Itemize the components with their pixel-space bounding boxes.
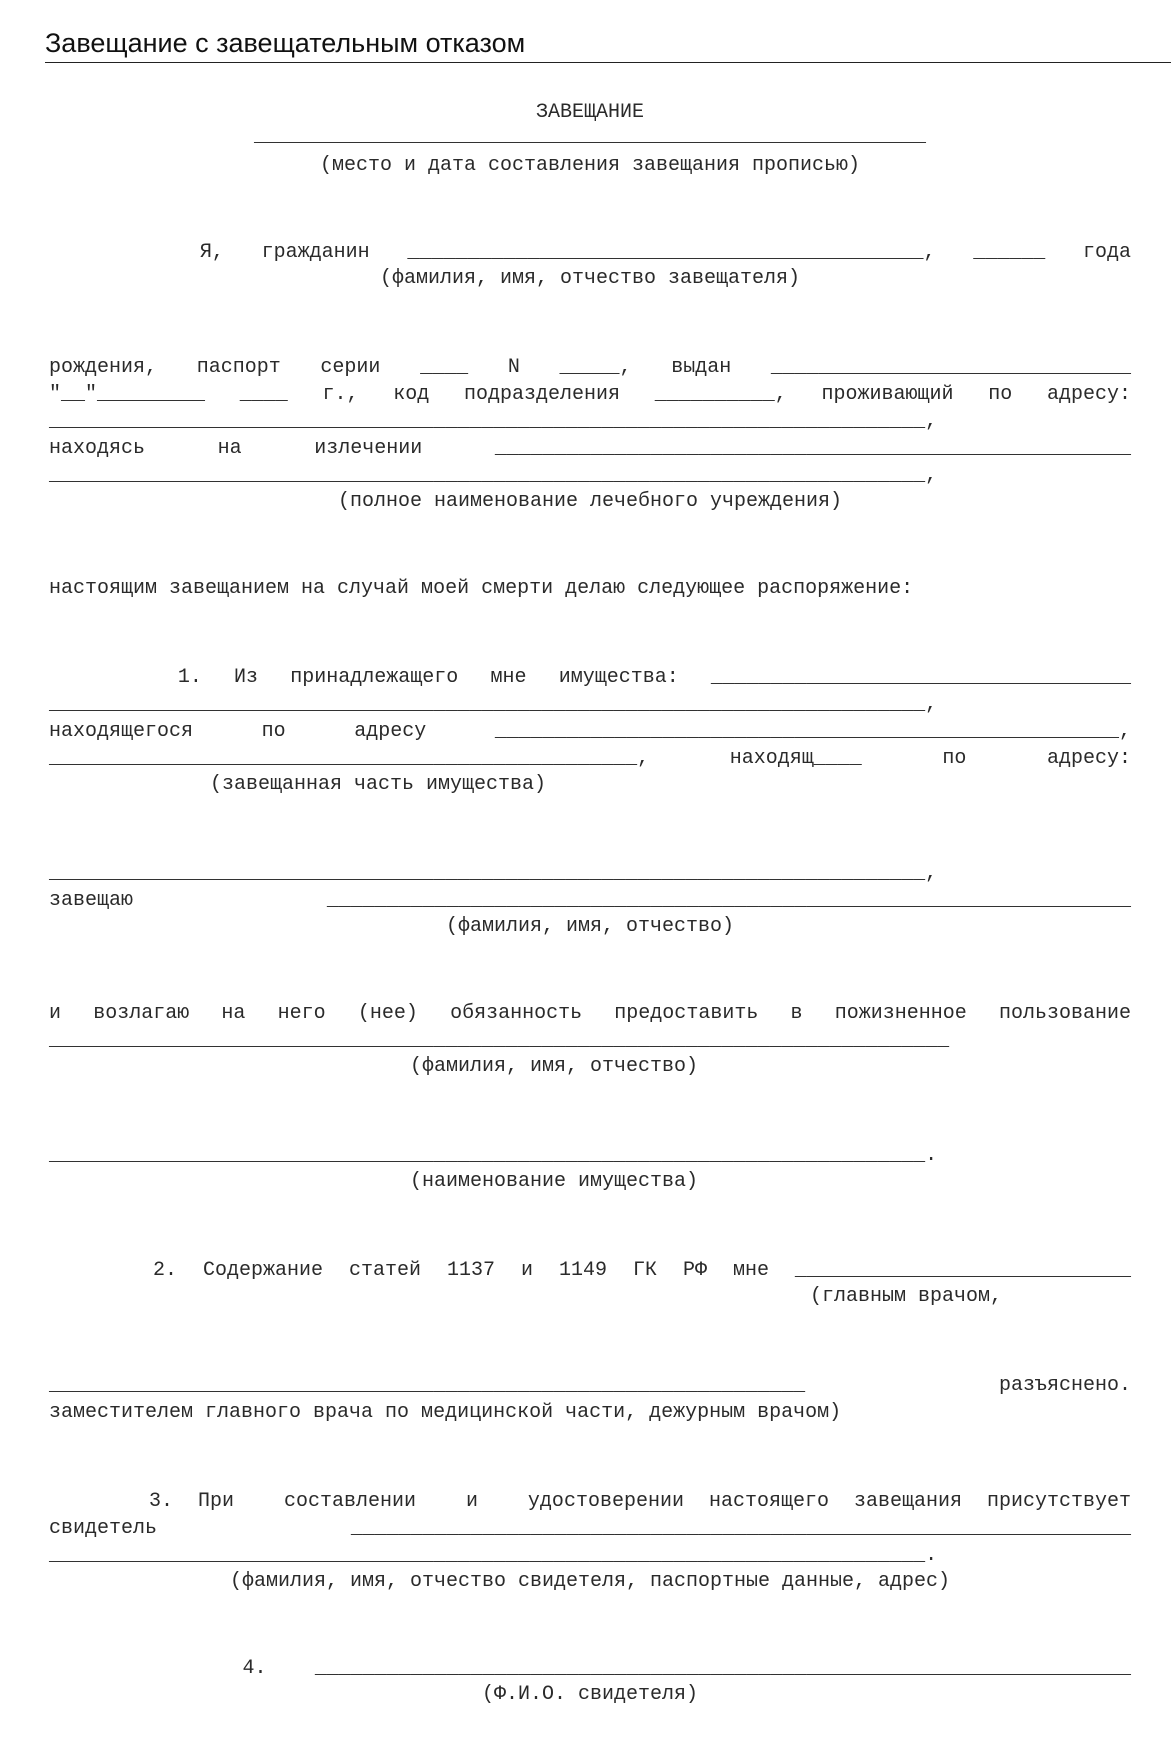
item1-address-line: находящегося по адресу ____________________________________________________, — [49, 720, 1131, 743]
hospital-line: находясь на излечении _____________________________________________________ — [49, 437, 1131, 460]
witness-caption: (фамилия, имя, отчество свидетеля, паспортные данные, адрес) — [229, 1570, 951, 1593]
place-date-caption: (место и дата составления завещания прописью) — [319, 154, 861, 177]
will-heading: ЗАВЕЩАНИЕ — [535, 101, 645, 124]
witness-line: свидетель _________________________________________________________________ — [49, 1517, 1131, 1540]
deputy-doctor-caption: заместителем главного врача по медицинской части, дежурным врачом) — [49, 1401, 842, 1424]
testator-line: Я, гражданин ___________________________________________, ______ года — [49, 241, 1131, 264]
item1-located-line: _________________________________________________, находящ____ по адресу: — [49, 747, 1131, 770]
testator-caption: (фамилия, имя, отчество завещателя) — [379, 267, 801, 290]
bequeath-line: завещаю ___________________________________________________________________ — [49, 889, 1131, 912]
item1-line-3: _________________________________________________________________________, — [49, 862, 938, 885]
property-name-line: _________________________________________________________________________. — [49, 1144, 938, 1167]
passport-line: рождения, паспорт серии ____ N _____, выдан ______________________________ — [49, 356, 1131, 379]
witness-line-2: _________________________________________________________________________. — [49, 1544, 938, 1567]
chief-doctor-caption: (главным врачом, — [810, 1285, 1003, 1308]
document-title: Завещание с завещательным отказом — [45, 26, 1171, 63]
item2-line: 2. Содержание статей 1137 и 1149 ГК РФ мне ____________________________ — [49, 1259, 1131, 1282]
beneficiary-caption: (фамилия, имя, отчество) — [410, 1055, 699, 1078]
heir-caption: (фамилия, имя, отчество) — [445, 915, 735, 938]
property-name-caption: (наименование имущества) — [410, 1170, 699, 1193]
witness-name-caption: (Ф.И.О. свидетеля) — [481, 1683, 699, 1706]
place-date-blank: ________________________________________________________ — [253, 125, 927, 148]
disposition-line: настоящим завещанием на случай моей смерти делаю следующее распоряжение: — [49, 577, 914, 600]
property-caption: (завещанная часть имущества) — [210, 773, 547, 796]
explained-line: _______________________________________________________________ разъяснено. — [49, 1374, 1131, 1397]
item3-line: 3. При составлении и удостоверении настоящего завещания присутствует — [49, 1490, 1131, 1513]
obligation-line: и возлагаю на него (нее) обязанность предоставить в пожизненное пользование — [49, 1002, 1131, 1025]
address-line: _________________________________________________________________________, — [49, 410, 938, 433]
item1-line: 1. Из принадлежащего мне имущества: ___________________________________ — [49, 666, 1131, 689]
passport-date-line: "__"_________ ____ г., код подразделения __________, проживающий по адресу: — [49, 383, 1131, 406]
beneficiary-line: ___________________________________________________________________________ — [49, 1029, 950, 1052]
hospital-line-2: _________________________________________________________________________, — [49, 464, 938, 487]
item1-line-2: _________________________________________________________________________, — [49, 693, 938, 716]
hospital-caption: (полное наименование лечебного учреждения) — [337, 490, 843, 513]
item4-line: 4. ____________________________________________________________________ — [49, 1657, 1131, 1680]
